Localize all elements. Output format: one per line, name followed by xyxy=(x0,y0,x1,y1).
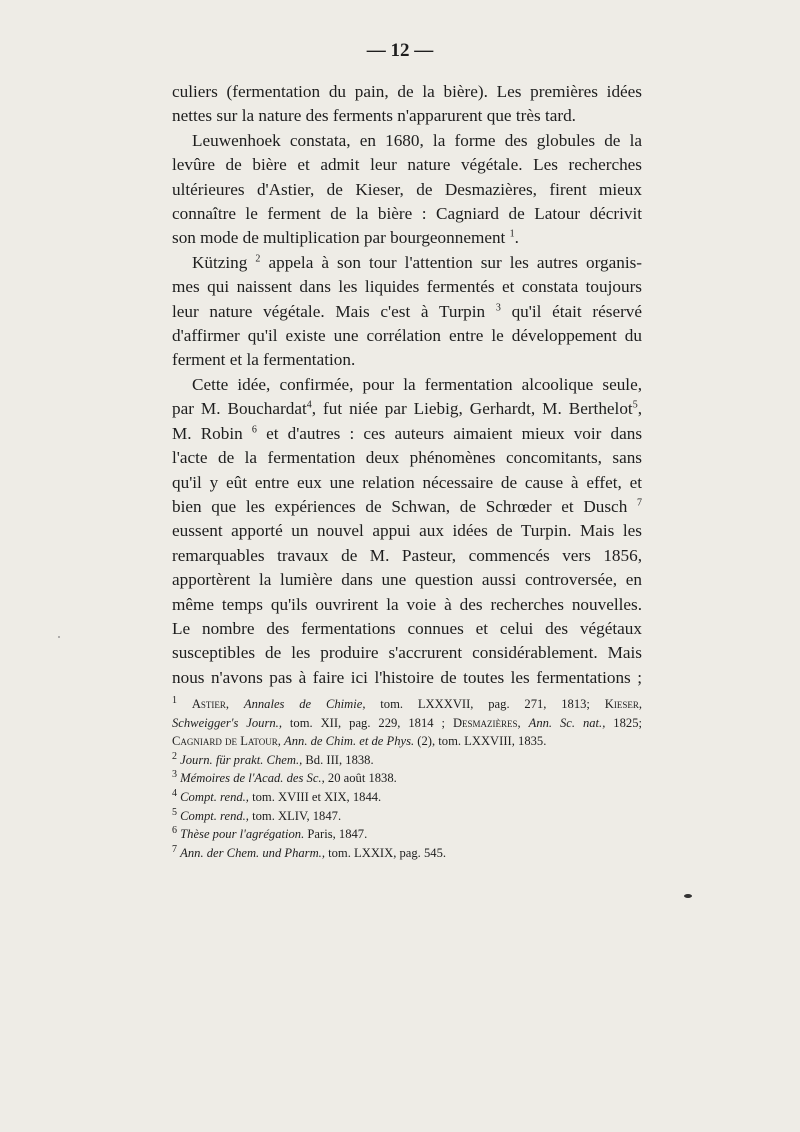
text-line: eussent apporté un nouvel appui aux idées de Turpin. Mais les xyxy=(172,521,642,541)
text-line: l'acte de la fermentation deux phénomènes concomitants, sans xyxy=(172,448,642,468)
footnotes xyxy=(172,695,642,862)
text-line: Leuwenhoek constata, en 1680, la forme des globules de la xyxy=(192,130,642,150)
footnote-1-cont: Schweigger's Journ., tom. XII, pag. 229, 1814 ; Desmazières, Ann. Sc. nat., 1825; xyxy=(172,715,642,730)
text-line: qu'il y eût entre eux une relation nécessaire de cause à effet, et xyxy=(172,472,642,492)
text-line: mes qui naissent dans les liquides fermentés et constata toujours xyxy=(172,277,642,297)
text-line: leur nature végétale. Mais c'est à Turpin $^3$ qu'il était réservé xyxy=(172,301,643,321)
footnote-ref: 7 xyxy=(637,497,642,509)
footnote-4: $^4$ Compt. rend., tom. XVIII et XIX, 1844. xyxy=(172,787,382,804)
ink-speck-mark xyxy=(684,894,692,898)
text-line: nous n'avons pas à faire ici l'histoire de toutes les fermentations ; xyxy=(172,667,642,687)
text-line: apportèrent la lumière dans une question aussi controversée, en xyxy=(172,570,642,590)
text-line: bien que les expériences de Schwan, de Schrœder et Dusch $^7$ xyxy=(172,496,642,516)
text-line: remarquables travaux de M. Pasteur, commencés vers 1856, xyxy=(172,545,642,565)
text-line: Cette idée, confirmée, pour la fermentation alcoolique seule, xyxy=(192,374,642,394)
text-line: culiers (fermentation du pain, de la bière). Les premières idées xyxy=(172,82,642,101)
footnote-7: $^7$ Ann. der Chem. und Pharm., tom. LXXIX, pag. 545. xyxy=(172,843,447,860)
text-line: connaître le ferment de la bière : Cagniard de Latour décrivit xyxy=(172,204,642,224)
text-line: levûre de bière et admit leur nature végétale. Les recherches xyxy=(172,155,642,175)
text-line: par M. Bouchardat$^4$, fut niée par Liebig, Gerhardt, M. Berthelot$^5$, xyxy=(172,399,642,419)
footnote-ref: 2 xyxy=(255,253,261,265)
footnote-1-cont: Cagniard de Latour, Ann. de Chim. et de Phys. (2), tom. LXXVIII, 1835. xyxy=(172,734,547,749)
text-line: même temps qu'ils ouvrirent la voie à des recherches nouvelles. xyxy=(172,594,642,614)
footnote-ref: 5 xyxy=(632,399,638,411)
footnote-ref: 4 xyxy=(306,399,312,411)
footnote-1: $^1$ Astier, Annales de Chimie, tom. LXXXVII, pag. 271, 1813; Kieser, xyxy=(172,694,642,711)
footnote-6: $^6$ Thèse pour l'agrégation. Paris, 1847. xyxy=(172,824,368,842)
text-line: susceptibles de les produire s'accrurent considérablement. Mais xyxy=(172,643,642,663)
footnote-3: $^3$ Mémoires de l'Acad. des Sc., 20 août 1838. xyxy=(172,769,397,786)
footnote-ref: 1 xyxy=(509,228,515,240)
main-text xyxy=(172,80,642,690)
text-line: nettes sur la nature des ferments n'apparurent que très tard. xyxy=(172,106,576,126)
footnote-ref: 3 xyxy=(495,301,501,313)
text-line: Le nombre des fermentations connues et celui des végétaux xyxy=(172,618,642,638)
text-line: son mode de multiplication par bourgeonnement $^1$. xyxy=(172,228,519,248)
text-line: M. Robin $^6$ et d'autres : ces auteurs aimaient mieux voir dans xyxy=(172,423,643,443)
page-number: — 12 — xyxy=(366,40,434,61)
footnote-5: $^5$ Compt. rend., tom. XLIV, 1847. xyxy=(172,806,342,823)
text-line: ferment et la fermentation. xyxy=(172,350,356,370)
text-line: d'affirmer qu'il existe une corrélation entre le développement du xyxy=(172,326,642,346)
ink-speck-mark xyxy=(58,636,60,638)
footnote-2: $^2$ Journ. für prakt. Chem., Bd. III, 1838. xyxy=(172,750,374,767)
footnote-ref: 6 xyxy=(251,423,257,435)
text-line: Kützing $^2$ appela à son tour l'attention sur les autres organis- xyxy=(192,252,643,272)
text-line: ultérieures d'Astier, de Kieser, de Desmazières, firent mieux xyxy=(172,179,642,199)
